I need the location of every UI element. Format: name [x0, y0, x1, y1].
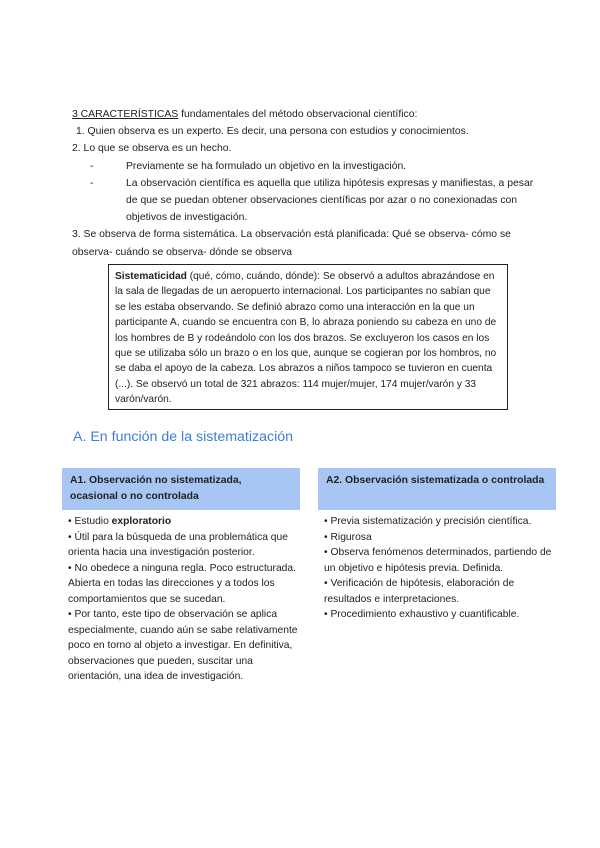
list-item-3: 3. Se observa de forma sistemática. La observación está planificada: Qué se observa- cómo se observa- cuándo se observa- dónde se observa: [72, 229, 511, 258]
sub-item-2-text: La observación científica es aquella que utiliza hipótesis expresas y manifiestas, a pesar de que se puedan obtener observaciones científicas por azar o no conexionadas con objetivos de investigación.: [126, 177, 534, 224]
section-title: A. En función de la sistematización: [73, 429, 294, 445]
intro-heading: [72, 106, 534, 123]
col2-bullet-1: • Previa sistematización y precisión científica.: [324, 516, 532, 527]
box-term: Sistematicidad: [115, 271, 187, 282]
col1-bullet-1: [68, 514, 300, 530]
col1-bullet-2: • Útil para la búsqueda de una problemática que orienta hacia una investigación posterior.: [68, 531, 288, 558]
example-box: [108, 264, 508, 410]
col2-bullet-3: • Observa fenómenos determinados, partiendo de un objetivo e hipótesis previa. Definida.: [324, 547, 552, 574]
dash-bullet: -: [90, 160, 94, 172]
box-text: (qué, cómo, cuándo, dónde): Se observó a adultos abrazándose en la sala de llegadas de un aeropuerto internacional. Los participantes no sabían que se les estaba observando. Se definió abrazo como una interacción en la que un participante A, cuando se encuentra con B, lo abraza poniendo su cabeza en uno de los hombres de B y rodeándolo con los dos brazos. Se excluyeron los casos en los que se utilizaba sólo un brazo o en los que, aunque se cogieran por los hombros, no se daba el apoyo de la cabeza. Los abrazos a niños tampoco se tuvieron en cuenta (...). Se observó un total de 321 abrazos: 114 mujer/mujer, 174 mujer/varón y 33 varón/varón.: [115, 271, 497, 406]
col2-bullet-5: • Procedimiento exhaustivo y cuantificable.: [324, 609, 520, 620]
list-item-1: 1. Quien observa es un experto. Es decir, una persona con estudios y conocimientos.: [76, 126, 469, 138]
characteristics-label: 3 CARACTERÍSTICAS: [72, 109, 179, 120]
col1-content: [68, 514, 300, 685]
list-item-2: 2. Lo que se observa es un hecho.: [72, 143, 232, 155]
col1-bullet-3: • No obedece a ninguna regla. Poco estructurada. Abierta en todas las direcciones y a todos los comportamientos que se sucedan.: [68, 562, 296, 605]
col2-header: A2. Observación sistematizada o controlada: [318, 468, 556, 510]
col1-bullet-1-prefix: • Estudio: [68, 516, 112, 527]
col1-bullet-1-bold: exploratorio: [111, 516, 172, 527]
col1-header: A1. Observación no sistematizada, ocasional o no controlada: [62, 468, 300, 510]
sub-item-2: [90, 175, 534, 227]
dash-bullet: -: [90, 177, 94, 189]
sub-item-1: [90, 158, 534, 175]
col2-content: [324, 514, 556, 623]
sub-item-1-text: Previamente se ha formulado un objetivo en la investigación.: [126, 160, 407, 172]
col2-bullet-4: • Verificación de hipótesis, elaboración de resultados e interpretaciones.: [324, 578, 515, 605]
intro-section: [72, 106, 534, 261]
col2-bullet-2: • Rigurosa: [324, 531, 372, 543]
intro-heading-rest: fundamentales del método observacional científico:: [178, 109, 418, 120]
col1-bullet-4: • Por tanto, este tipo de observación se aplica especialmente, cuando aún se sabe relativamente poco en torno al objeto a investigar. En definitiva, observaciones que pueden, suscitar una orientación, una idea de investigación.: [68, 609, 298, 682]
